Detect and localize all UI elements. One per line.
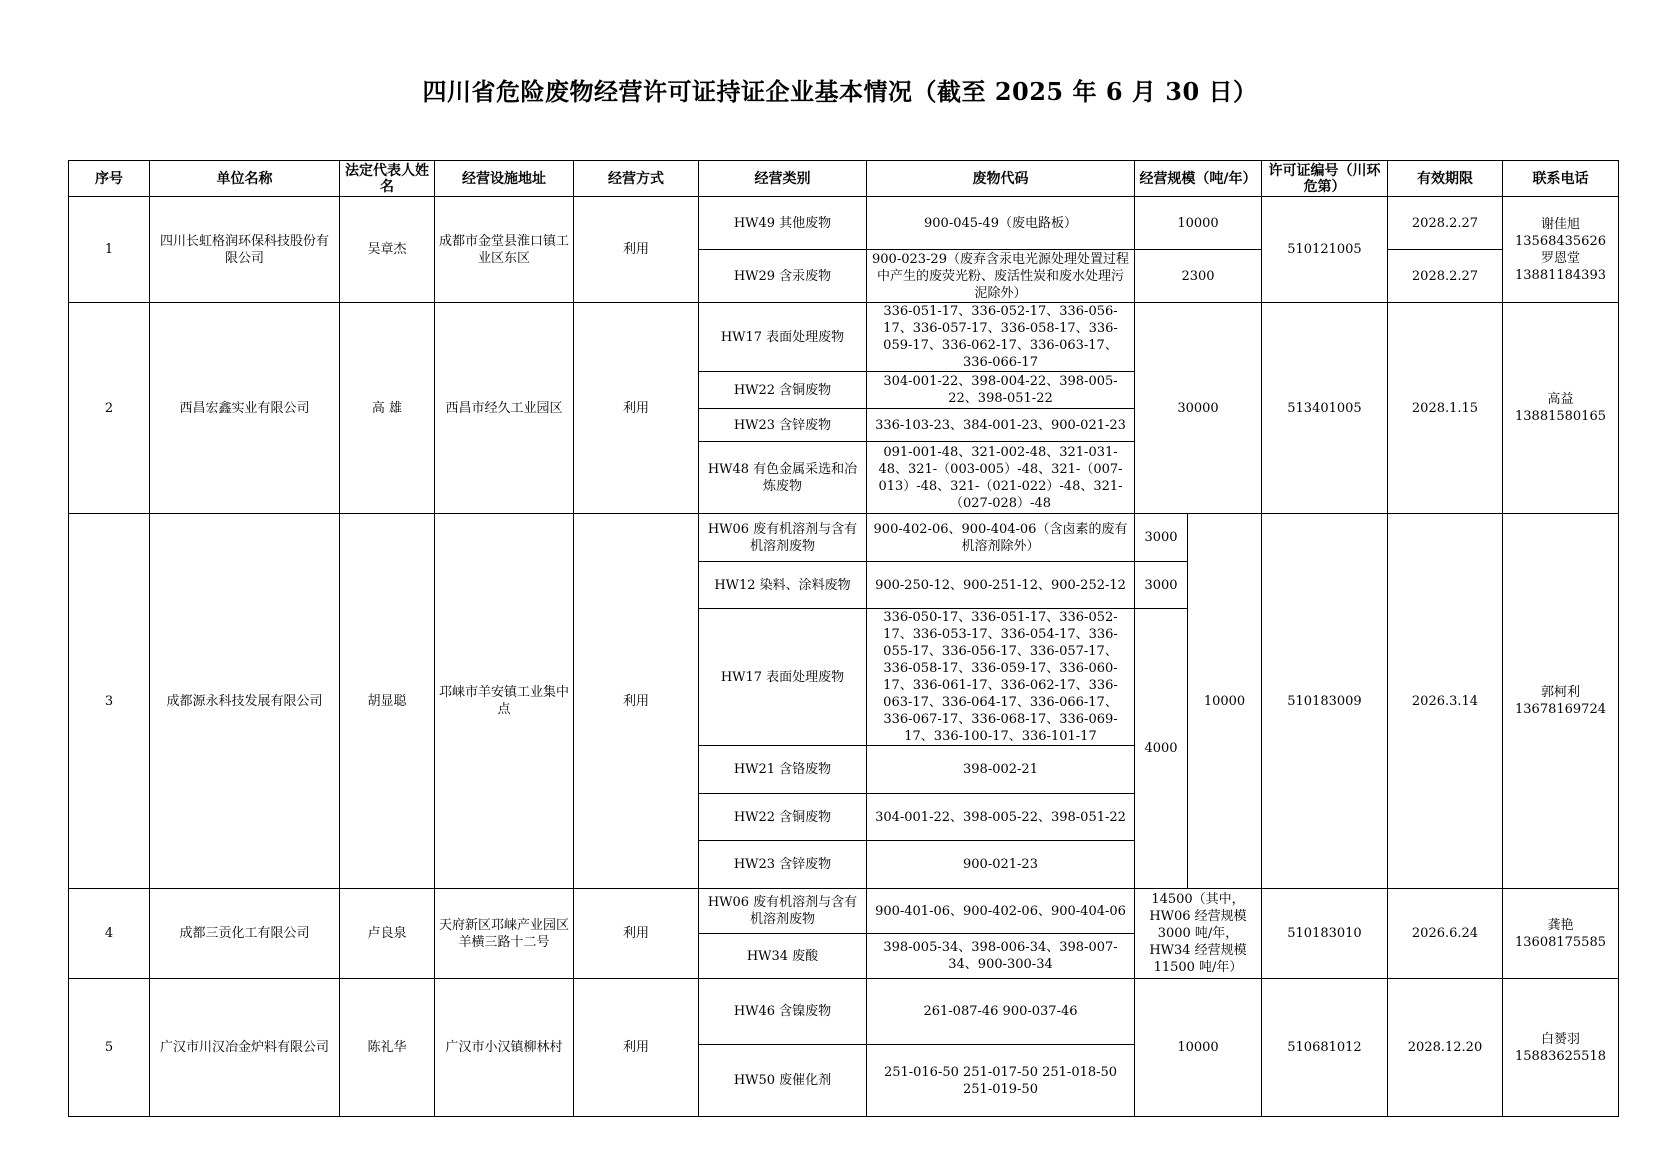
cell-seq: 4 bbox=[69, 889, 150, 979]
cell-category: HW06 废有机溶剂与含有机溶剂废物 bbox=[699, 889, 867, 934]
cell-scale: 14500（其中，HW06 经营规模 3000 吨/年，HW34 经营规模 11500 吨/年） bbox=[1135, 889, 1262, 979]
cell-sub-scale: 4000 bbox=[1135, 609, 1188, 889]
cell-contact: 郭柯利 13678169724 bbox=[1503, 514, 1619, 889]
table-row bbox=[69, 889, 1619, 934]
cell-category: HW21 含铬废物 bbox=[699, 746, 867, 794]
cell-category: HW48 有色金属采选和冶炼废物 bbox=[699, 442, 867, 514]
cell-valid: 2026.6.24 bbox=[1388, 889, 1503, 979]
table-row bbox=[69, 979, 1619, 1045]
cell-category: HW23 含锌废物 bbox=[699, 409, 867, 442]
header-code: 废物代码 bbox=[867, 161, 1135, 197]
cell-valid: 2028.2.27 bbox=[1388, 250, 1503, 303]
cell-mode: 利用 bbox=[574, 303, 699, 514]
header-license: 许可证编号（川环危第） bbox=[1262, 161, 1388, 197]
cell-license: 510183010 bbox=[1262, 889, 1388, 979]
cell-addr: 天府新区邛崃产业园区羊横三路十二号 bbox=[435, 889, 574, 979]
header-addr: 经营设施地址 bbox=[435, 161, 574, 197]
page-title: 四川省危险废物经营许可证持证企业基本情况（截至 2025 年 6 月 30 日） bbox=[422, 77, 1258, 106]
cell-license: 513401005 bbox=[1262, 303, 1388, 514]
cell-valid: 2028.12.20 bbox=[1388, 979, 1503, 1117]
header-valid: 有效期限 bbox=[1388, 161, 1503, 197]
header-category: 经营类别 bbox=[699, 161, 867, 197]
cell-code: 091-001-48、321-002-48、321-031-48、321-（003-005）-48、321-（007-013）-48、321-（021-022）-48、321-（027-028）-48 bbox=[867, 442, 1135, 514]
table-row bbox=[69, 303, 1619, 372]
cell-addr: 西昌市经久工业园区 bbox=[435, 303, 574, 514]
cell-code: 304-001-22、398-004-22、398-005-22、398-051-22 bbox=[867, 372, 1135, 409]
cell-category: HW22 含铜废物 bbox=[699, 794, 867, 841]
cell-unit: 成都三贡化工有限公司 bbox=[150, 889, 340, 979]
cell-category: HW50 废催化剂 bbox=[699, 1045, 867, 1117]
cell-rep: 胡显聪 bbox=[340, 514, 435, 889]
cell-seq: 3 bbox=[69, 514, 150, 889]
table-row bbox=[69, 514, 1619, 562]
cell-code: 900-023-29（废弃含汞电光源处理处置过程中产生的废荧光粉、废活性炭和废水处理污泥除外） bbox=[867, 250, 1135, 303]
cell-seq: 1 bbox=[69, 197, 150, 303]
cell-mode: 利用 bbox=[574, 514, 699, 889]
cell-addr: 广汉市小汉镇柳林村 bbox=[435, 979, 574, 1117]
cell-code: 398-005-34、398-006-34、398-007-34、900-300-34 bbox=[867, 934, 1135, 979]
header-seq: 序号 bbox=[69, 161, 150, 197]
cell-unit: 四川长虹格润环保科技股份有限公司 bbox=[150, 197, 340, 303]
cell-sub-scale: 3000 bbox=[1135, 562, 1188, 609]
cell-scale: 30000 bbox=[1135, 303, 1262, 514]
cell-unit: 成都源永科技发展有限公司 bbox=[150, 514, 340, 889]
cell-valid: 2028.2.27 bbox=[1388, 197, 1503, 250]
cell-license: 510183009 bbox=[1262, 514, 1388, 889]
cell-category: HW34 废酸 bbox=[699, 934, 867, 979]
header-contact: 联系电话 bbox=[1503, 161, 1619, 197]
cell-code: 261-087-46 900-037-46 bbox=[867, 979, 1135, 1045]
cell-rep: 陈礼华 bbox=[340, 979, 435, 1117]
cell-valid: 2028.1.15 bbox=[1388, 303, 1503, 514]
cell-license: 510681012 bbox=[1262, 979, 1388, 1117]
cell-category: HW23 含锌废物 bbox=[699, 841, 867, 889]
header-mode: 经营方式 bbox=[574, 161, 699, 197]
cell-category: HW46 含镍废物 bbox=[699, 979, 867, 1045]
cell-category: HW17 表面处理废物 bbox=[699, 609, 867, 746]
cell-scale: 10000 bbox=[1135, 979, 1262, 1117]
cell-code: 900-250-12、900-251-12、900-252-12 bbox=[867, 562, 1135, 609]
cell-category: HW29 含汞废物 bbox=[699, 250, 867, 303]
cell-addr: 邛崃市羊安镇工业集中点 bbox=[435, 514, 574, 889]
cell-code: 251-016-50 251-017-50 251-018-50 251-019-50 bbox=[867, 1045, 1135, 1117]
cell-mode: 利用 bbox=[574, 889, 699, 979]
permit-table bbox=[68, 160, 1619, 1117]
cell-code: 900-045-49（废电路板） bbox=[867, 197, 1135, 250]
cell-mode: 利用 bbox=[574, 197, 699, 303]
cell-category: HW49 其他废物 bbox=[699, 197, 867, 250]
cell-license: 510121005 bbox=[1262, 197, 1388, 303]
cell-valid: 2026.3.14 bbox=[1388, 514, 1503, 889]
cell-rep: 高 雄 bbox=[340, 303, 435, 514]
cell-mode: 利用 bbox=[574, 979, 699, 1117]
cell-scale: 2300 bbox=[1135, 250, 1262, 303]
cell-scale: 10000 bbox=[1135, 197, 1262, 250]
cell-contact: 白赟羽 15883625518 bbox=[1503, 979, 1619, 1117]
header-scale: 经营规模（吨/年） bbox=[1135, 161, 1262, 197]
cell-code: 336-051-17、336-052-17、336-056-17、336-057-17、336-058-17、336-059-17、336-062-17、336-063-17、336-066-17 bbox=[867, 303, 1135, 372]
cell-unit: 广汉市川汉冶金炉料有限公司 bbox=[150, 979, 340, 1117]
cell-code: 336-050-17、336-051-17、336-052-17、336-053-17、336-054-17、336-055-17、336-056-17、336-057-17、336-058-17、336-059-17、336-060-17、336-061-17、336-062-17、336-063-17、336-064-17、336-066-17、336-067-17、336-068-17、336-069-17、336-100-17、336-101-17 bbox=[867, 609, 1135, 746]
cell-rep: 卢良泉 bbox=[340, 889, 435, 979]
cell-code: 900-402-06、900-404-06（含卤素的废有机溶剂除外） bbox=[867, 514, 1135, 562]
cell-contact: 高益 13881580165 bbox=[1503, 303, 1619, 514]
cell-rep: 吴章杰 bbox=[340, 197, 435, 303]
cell-addr: 成都市金堂县淮口镇工业区东区 bbox=[435, 197, 574, 303]
cell-seq: 2 bbox=[69, 303, 150, 514]
cell-scale: 10000 bbox=[1188, 514, 1262, 889]
cell-category: HW22 含铜废物 bbox=[699, 372, 867, 409]
cell-contact: 龚艳 13608175585 bbox=[1503, 889, 1619, 979]
table-row bbox=[69, 197, 1619, 250]
header-unit: 单位名称 bbox=[150, 161, 340, 197]
cell-category: HW06 废有机溶剂与含有机溶剂废物 bbox=[699, 514, 867, 562]
cell-code: 900-021-23 bbox=[867, 841, 1135, 889]
cell-code: 304-001-22、398-005-22、398-051-22 bbox=[867, 794, 1135, 841]
header-rep: 法定代表人姓名 bbox=[340, 161, 435, 197]
cell-code: 398-002-21 bbox=[867, 746, 1135, 794]
cell-category: HW17 表面处理废物 bbox=[699, 303, 867, 372]
cell-contact: 谢佳旭 13568435626 罗恩堂 13881184393 bbox=[1503, 197, 1619, 303]
table-header-row bbox=[69, 161, 1619, 197]
cell-code: 900-401-06、900-402-06、900-404-06 bbox=[867, 889, 1135, 934]
cell-code: 336-103-23、384-001-23、900-021-23 bbox=[867, 409, 1135, 442]
cell-seq: 5 bbox=[69, 979, 150, 1117]
cell-category: HW12 染料、涂料废物 bbox=[699, 562, 867, 609]
cell-sub-scale: 3000 bbox=[1135, 514, 1188, 562]
cell-unit: 西昌宏鑫实业有限公司 bbox=[150, 303, 340, 514]
